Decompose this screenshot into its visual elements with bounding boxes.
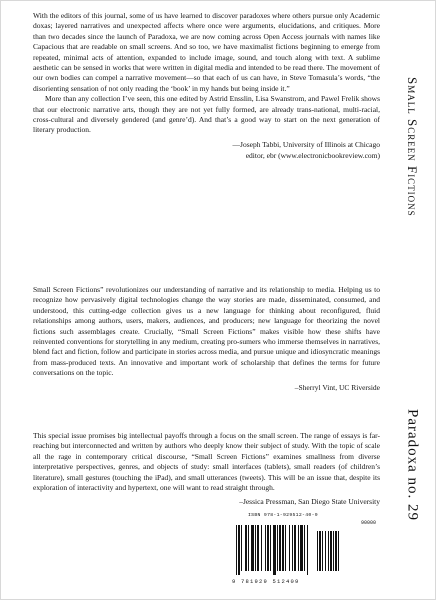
barcode-addon-bar (338, 531, 339, 571)
barcode-bar (261, 525, 262, 571)
spine-title: Small Screen Fictions (405, 77, 420, 217)
blurb-tabbi (33, 11, 380, 285)
barcode-bar (251, 525, 254, 571)
barcode-addon-bar (322, 531, 323, 571)
blurbs-column (33, 11, 380, 508)
barcode-bar (255, 525, 256, 571)
barcode-bar (304, 525, 305, 571)
barcode-bar (294, 525, 296, 571)
blurb-vint (33, 285, 380, 419)
blurb-pressman-paragraph: This special issue promises big intellectual payoffs through a focus on the small screen. The range of essays is far-reaching but interconnected and written by authors who deeply know their subject of study. With the topic of scale all the rage in contemporary critical discourse, “Small Screen Fictions” examines smallness from diverse interpretative perspectives, genres, and objects of study: small interfaces (tablets), small readers (of children’s literature), small gestures (touching the iPad), and small utterances (tweets). This will be an issue that, despite its exploration of interactivity and hypertext, one will want to read straight through. (33, 431, 380, 493)
barcode-addon-bar (325, 531, 326, 571)
barcode-bar (257, 525, 259, 571)
barcode-addon-bar (335, 531, 337, 571)
barcode-bar (277, 525, 278, 571)
blurb-pressman (33, 431, 380, 508)
spine-issue: Paradoxa no. 29 (404, 409, 421, 522)
blurb-pressman-attribution: –Jessica Pressman, San Diego State University (239, 497, 380, 507)
blurb-tabbi-attribution-editor: editor, ebr (www.electronicbookreview.com) (245, 150, 380, 160)
barcode-addon-bar (333, 531, 334, 571)
barcode-bar (270, 525, 271, 571)
barcode-bars (232, 525, 376, 577)
blurb-vint-attribution: –Sherryl Vint, UC Riverside (294, 382, 380, 392)
barcode-bar (241, 525, 242, 571)
blurb-tabbi-attribution: —Joseph Tabbi, University of Illinois at Chicago (232, 139, 380, 149)
barcode-addon-bar (319, 531, 321, 571)
barcode-bar (238, 525, 240, 575)
barcode-bar (300, 525, 303, 571)
barcode-bar (245, 525, 247, 571)
barcode-bar (265, 525, 266, 571)
price-code: 90000 (360, 520, 376, 526)
barcode-bar (307, 525, 308, 575)
barcode-bar (279, 525, 281, 571)
blurb-tabbi-paragraph-2: More than any collection I’ve seen, this one edited by Astrid Ensslin, Lisa Swanstrom, and Pawel Frelik shows that our electronic narrative arts, though they are not yet fully formed, are already trans-national, multi-racial, cross-cultural and diversely gendered (and genre’d). And that’s a good way to start on the next generation of literary production. (33, 94, 380, 135)
blurb-vint-paragraph: Small Screen Fictions” revolutionizes our understanding of narrative and its relationship to media. Helping us to recognize how pervasively digital technologies change the way stories are made, disseminated, consumed, and understood, this cutting-edge collection gives us a new language for thinking about reconfigured, fluid relationships among authors, users, makers, audiences, and producers; new language for theorizing the novel fictions such assemblages create. Crucially, “Small Screen Fictions” makes visible how these shifts have reinvented conventions for storytelling in any medium, creating pro-sumers who immerse themselves in narratives, blend fact and fiction, follow and participate in stories across media, and pursue unique and idiosyncratic meanings from mass-produced texts. An innovative and important work of scholarship that defines the terms for future conversations on the topic. (33, 285, 380, 378)
isbn-label: ISBN 978-1-929512-40-9 (248, 513, 318, 518)
barcode-addon-bar (328, 531, 329, 571)
barcode-bar (236, 525, 237, 575)
barcode-bar (248, 525, 249, 571)
barcode-bar (273, 525, 276, 575)
barcode-bar (292, 525, 293, 571)
barcode-bar (298, 525, 299, 571)
barcode-bar (285, 525, 286, 571)
barcode-addon-bar (317, 531, 318, 571)
isbn-barcode (228, 513, 380, 585)
barcode-bar (267, 525, 269, 571)
barcode-bar (282, 525, 284, 571)
barcode-bar (289, 525, 290, 571)
blurb-tabbi-paragraph-1: With the editors of this journal, some of us have learned to discover paradoxes where others pursue only Academic doxas; layered narratives and unexpected affects where once were arguments, elucidations, and critiques. More than two decades since the launch of Paradoxa, we are now coming across Open Access journals with names like Capacious that are readable on small screens. And so too, we have maximalist fictions beginning to emerge from repeated, minimal acts of attention, expanded to include image, sound, and touch along with text. A sublime aesthetic can be sensed in works that were written in digital media and intended to be read there. The movement of our own bodies can compel a narrative movement—so that each of us can have, in Steve Tomasula’s words, “the disorienting sensation of not only reading the ‘book’ in my hands but being inside it.” (33, 11, 380, 93)
barcode-digits: 9 781929 512409 (232, 578, 300, 585)
barcode-addon-bar (330, 531, 332, 571)
